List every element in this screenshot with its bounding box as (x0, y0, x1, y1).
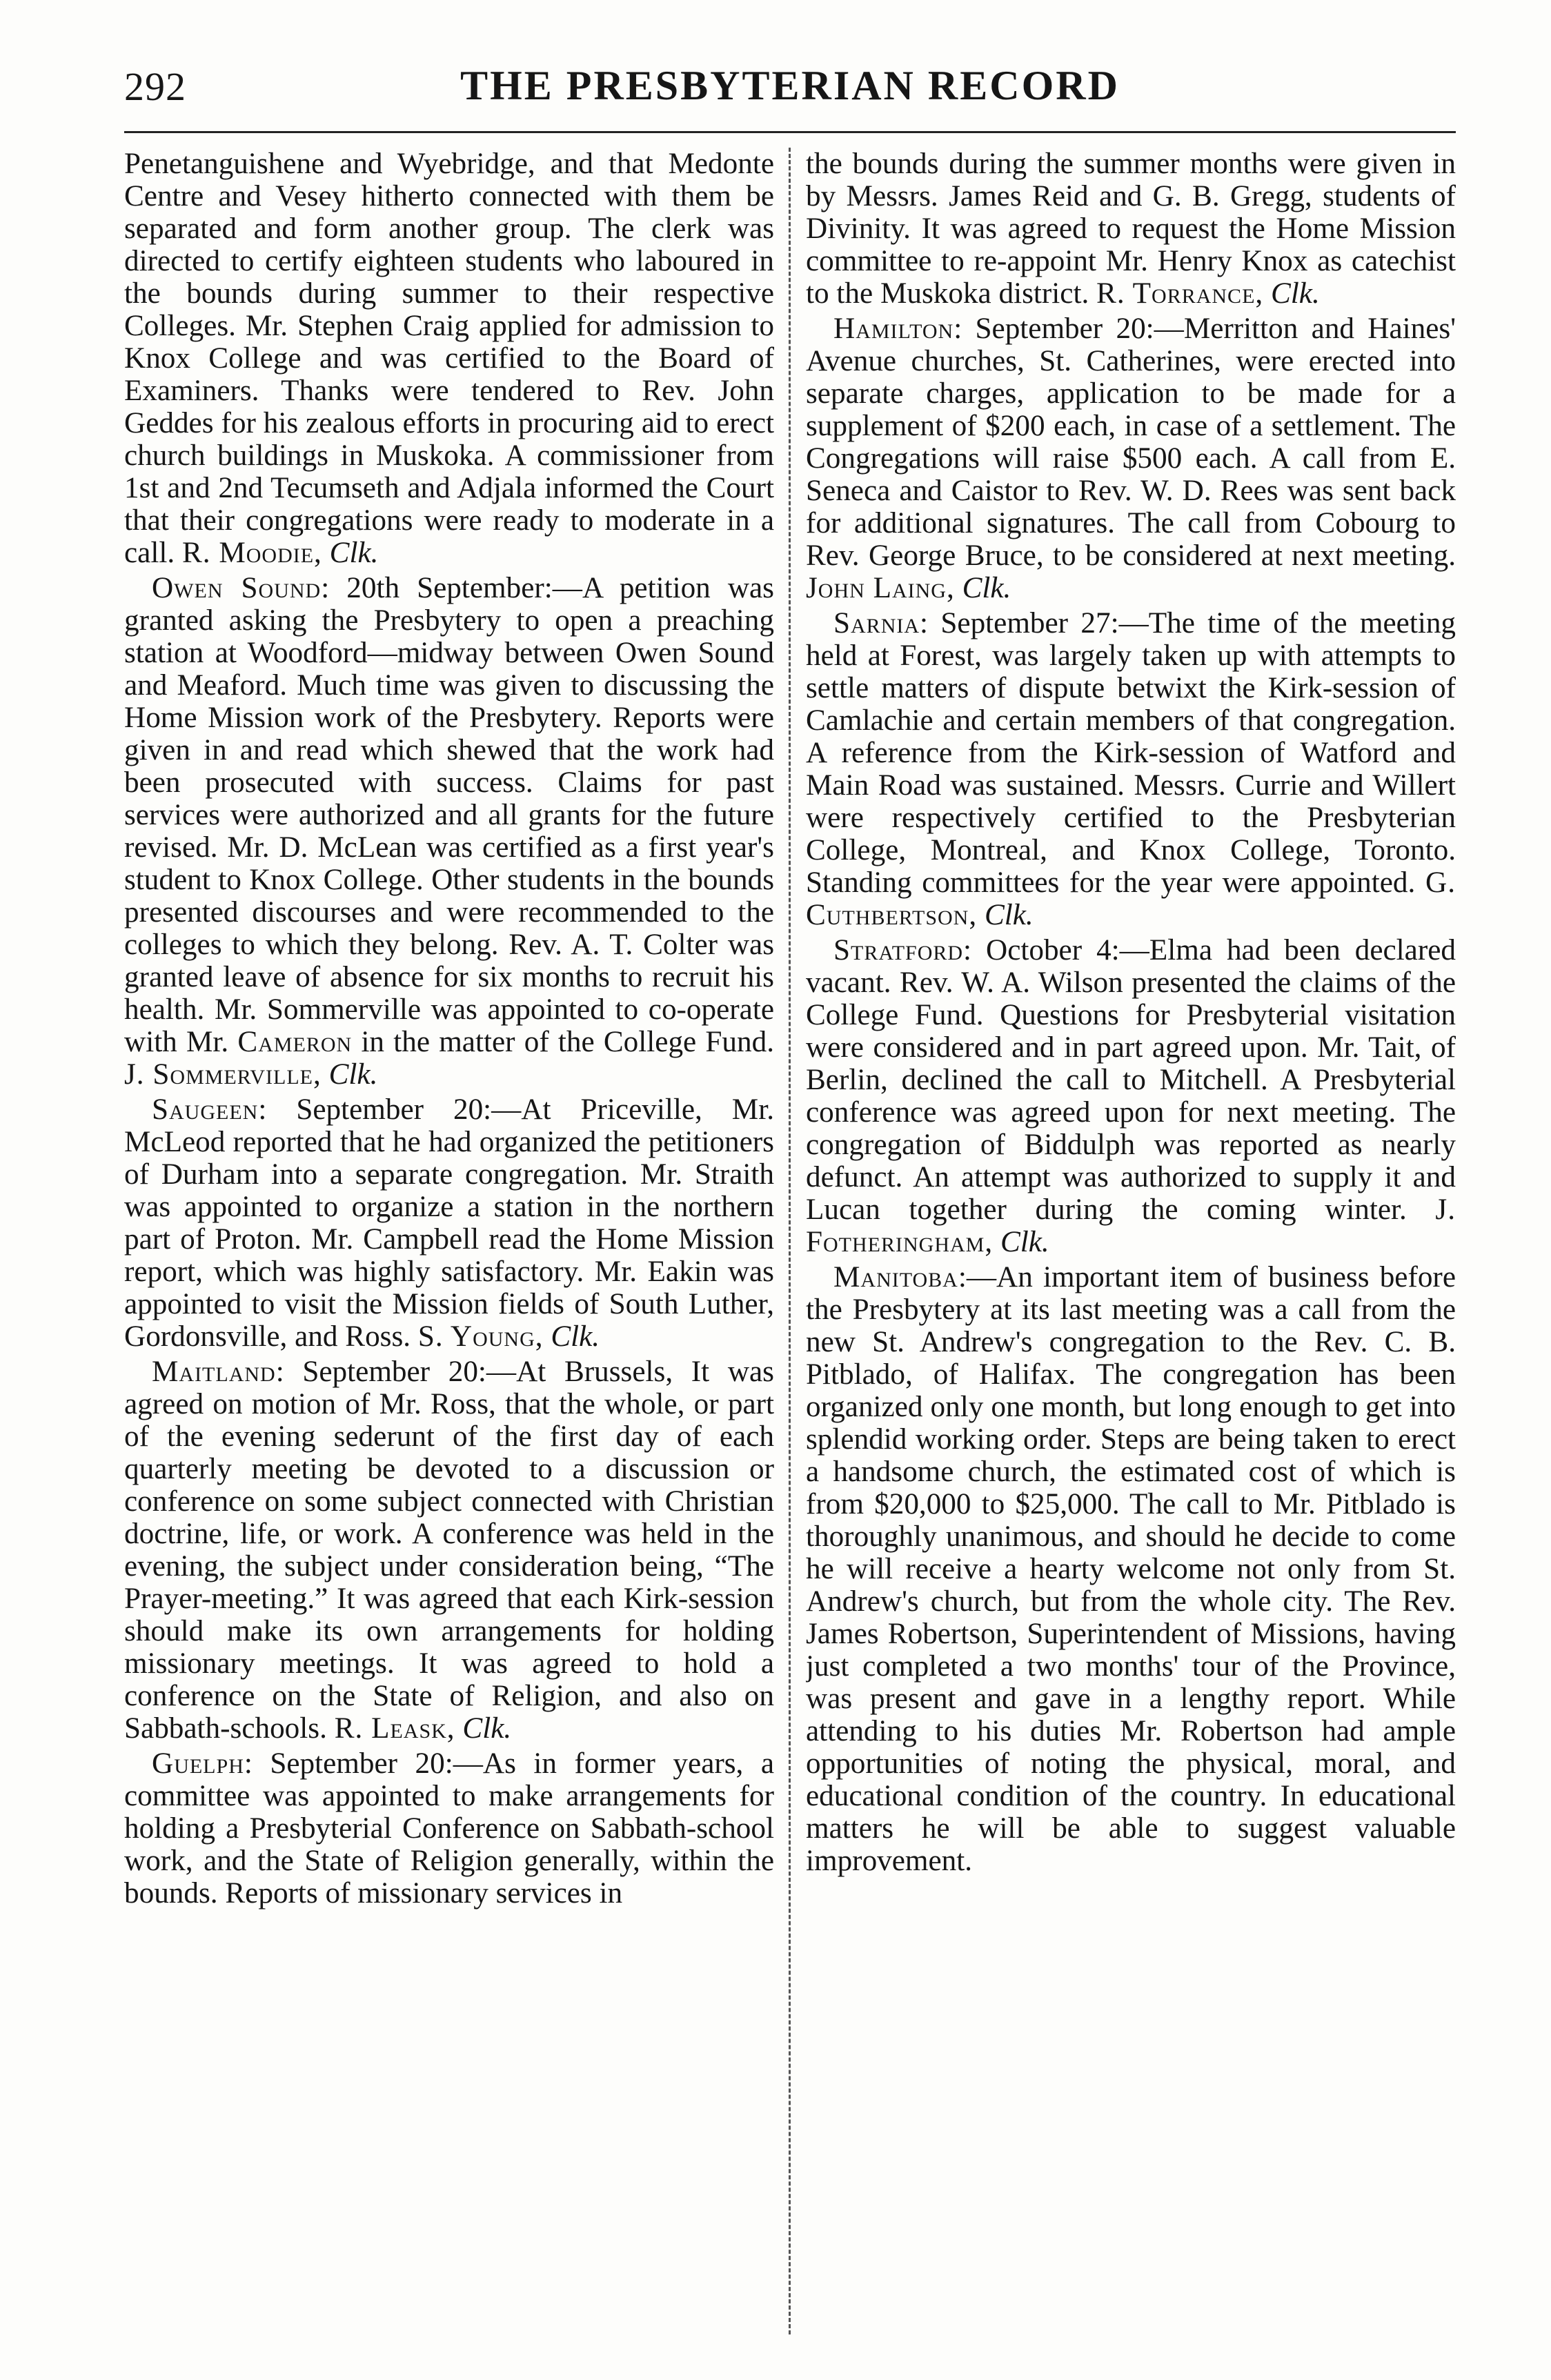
report-paragraph-barrie-continued (124, 148, 774, 569)
clerk-abbrev: Clk. (1000, 1226, 1049, 1258)
paragraph-text: : September 27:—The time of the meeting held at Forest, was largely taken up with attempts to settle matters of dispute betwixt the Kirk-session of Camlachie and certain members of that congregation. A reference from the Kirk-session of Watford and Main Road was sustained. Messrs. Currie and Willert were respectively certified to the Presbyterian College, Montreal, and Knox College, Toronto. Standing committees for the year were appointed. (806, 607, 1456, 899)
paragraph-text: : September 20:—Merritton and Haines' Avenue churches, St. Catherines, were erected into separate charges, application to be made for a supplement of $200 each, in case of a settlement. The Congregations will raise $500 each. A call from E. Seneca and Caistor to Rev. W. D. Rees was sent back for additional signatures. The call from Cobourg to Rev. George Bruce, to be considered at next meeting. (806, 313, 1456, 572)
report-paragraph-sarnia (806, 607, 1456, 931)
presbytery-name: Stratford (833, 934, 964, 966)
right-column (806, 148, 1456, 2341)
clerk-signature: John Laing, (806, 572, 955, 604)
presbytery-name: Guelph (152, 1747, 244, 1780)
clerk-signature: J. Sommerville, (124, 1058, 322, 1091)
presbytery-name: Saugeen (152, 1093, 259, 1126)
presbytery-name: Hamilton (833, 313, 954, 345)
report-paragraph-guelph-continued (806, 148, 1456, 310)
paragraph-text: : 20th September:—A petition was granted asking the Presbytery to open a preaching station at Woodford—midway between Owen Sound and Meaford. Much time was given to discussing the Home Mission work of the Presbytery. Reports were given in and read which shewed that the work had been prosecuted with success. Claims for past services were authorized and all grants for the future revised. Mr. D. McLean was certified as a first year's student to Knox College. Other students in the bounds presented discourses and were recommended to the colleges to which they belong. Rev. A. T. Colter was granted leave of absence for six months to recruit his health. Mr. Sommerville was appointed to co-operate with Mr. (124, 572, 774, 1058)
report-paragraph-saugeen (124, 1093, 774, 1353)
clerk-signature: R. Moodie, (181, 537, 322, 569)
report-paragraph-owen-sound (124, 572, 774, 1091)
running-header (124, 58, 1456, 120)
column-divider (789, 148, 791, 2334)
clerk-abbrev: Clk. (962, 572, 1011, 604)
report-paragraph-stratford (806, 934, 1456, 1258)
presbytery-name: Maitland (152, 1356, 276, 1388)
paragraph-text: : September 20:—As in former years, a committee was appointed to make arrangements for holding a Presbyterial Conference on Sabbath-school work, and the State of Religion generally, within the bounds. Reports of missionary services in (124, 1747, 774, 1910)
paragraph-text: : October 4:—Elma had been declared vacant. Rev. W. A. Wilson presented the claims of the College Fund. Questions for Presbyterial visitation were considered and in part agreed upon. Mr. Tait, of Berlin, declined the call to Mitchell. A Presbyterial conference was agreed upon for next meeting. The congregation of Biddulph was reported as nearly defunct. An attempt was authorized to supply it and Lucan together during the coming winter. (806, 934, 1456, 1226)
report-paragraph-manitoba (806, 1261, 1456, 1877)
paragraph-text: Penetanguishene and Wyebridge, and that Medonte Centre and Vesey hitherto connected with them be separated and form another group. The clerk was directed to certify eighteen students who laboured in the bounds during summer to their respective Colleges. Mr. Stephen Craig applied for admission to Knox College and was certified to the Board of Examiners. Thanks were tendered to Rev. John Geddes for his zealous efforts in procuring aid to erect church buildings in Muskoka. A commissioner from 1st and 2nd Tecumseth and Adjala informed the Court that their congregations were ready to moderate in a call. (124, 148, 774, 569)
paragraph-text: : September 20:—At Brussels, It was agreed on motion of Mr. Ross, that the whole, or part of the evening sederunt of the first day of each quarterly meeting be devoted to a discussion or conference on some subject connected with Christian doctrine, life, or work. A conference was held in the evening, the subject under consideration being, “The Prayer-meeting.” It was agreed that each Kirk-session should make its own arrangements for holding missionary meetings. It was agreed to hold a conference on the State of Religion, and also on Sabbath-schools. (124, 1356, 774, 1745)
clerk-signature: R. Leask, (334, 1712, 455, 1745)
clerk-abbrev: Clk. (328, 1058, 378, 1091)
paragraph-text: :—An important item of business before the Presbytery at its last meeting was a call from the new St. Andrew's congregation to the Rev. C. B. Pitblado, of Halifax. The congregation has been organized only one month, but long enough to get into splendid working order. Steps are being taken to erect a handsome church, the estimated cost of which is from $20,000 to $25,000. The call to Mr. Pitblado is thoroughly unanimous, and should he decide to come he will receive a hearty welcome not only from St. Andrew's church, but from the whole city. The Rev. James Robertson, Superintendent of Missions, having just completed a two months' tour of the Province, was present and gave in a lengthy report. While attending to his duties Mr. Robertson had ample opportunities of noting the physical, moral, and educational condition of the country. In educational matters he will be able to suggest valuable improvement. (806, 1261, 1456, 1877)
clerk-abbrev: Clk. (462, 1712, 512, 1745)
person-name: Cameron (237, 1026, 353, 1058)
report-paragraph-maitland (124, 1356, 774, 1745)
presbytery-name: Manitoba (833, 1261, 958, 1293)
clerk-signature: S. Young, (417, 1320, 544, 1353)
report-paragraph-hamilton (806, 313, 1456, 604)
clerk-signature: G. Cuthbertson, (806, 866, 1456, 931)
clerk-abbrev: Clk. (1271, 277, 1320, 310)
left-column (124, 148, 774, 2341)
paragraph-text: : September 20:—At Priceville, Mr. McLeod reported that he had organized the petitioners of Durham into a separate congregation. Mr. Straith was appointed to organize a station in the northern part of Proton. Mr. Campbell read the Home Mission report, which was highly satisfactory. Mr. Eakin was appointed to visit the Mission fields of South Luther, Gordonsville, and Ross. (124, 1093, 774, 1353)
presbytery-name: Owen Sound (152, 572, 322, 604)
page-number: 292 (124, 64, 186, 109)
clerk-signature: J. Fotheringham, (806, 1193, 1456, 1258)
paragraph-text-continued: in the matter of the College Fund. (361, 1026, 774, 1058)
clerk-abbrev: Clk. (984, 899, 1034, 931)
paragraph-text: the bounds during the summer months were given in by Messrs. James Reid and G. B. Gregg, students of Divinity. It was agreed to request the Home Mission committee to re-appoint Mr. Henry Knox as catechist to the Muskoka district. (806, 148, 1456, 310)
clerk-abbrev: Clk. (551, 1320, 600, 1353)
clerk-abbrev: Clk. (329, 537, 379, 569)
clerk-signature: R. Torrance, (1096, 277, 1264, 310)
presbytery-name: Sarnia (833, 607, 920, 639)
header-rule (124, 131, 1456, 133)
report-paragraph-guelph (124, 1747, 774, 1910)
journal-title: THE PRESBYTERIAN RECORD (460, 63, 1120, 108)
